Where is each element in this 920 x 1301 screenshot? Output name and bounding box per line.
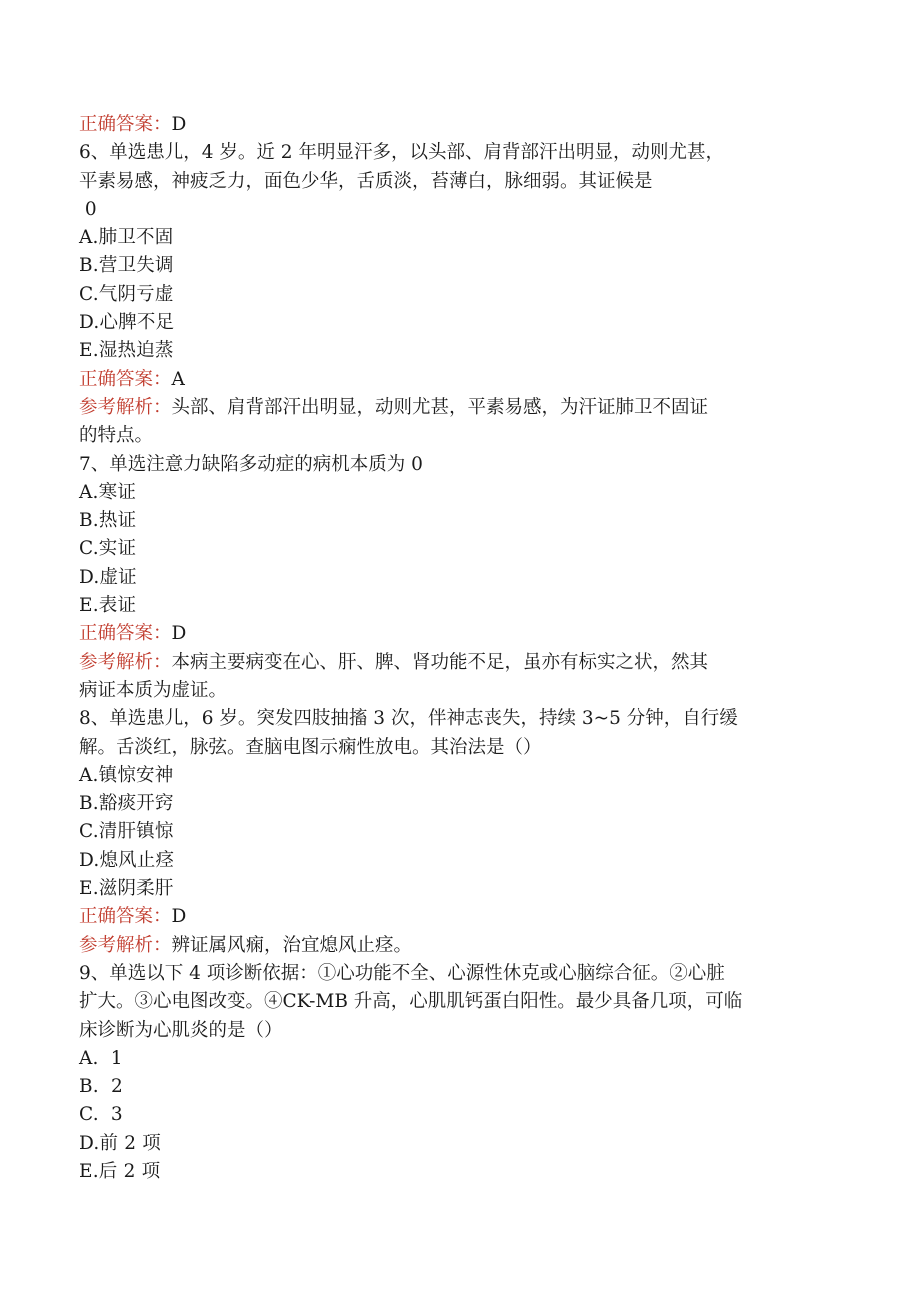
option-e: E.湿热迫蒸 bbox=[79, 340, 174, 362]
question-text-line: 平素易感，神疲乏力，面色少华，舌质淡，苔薄白，脉细弱。其证候是 bbox=[79, 170, 653, 192]
question-text-line: 床诊断为心肌炎的是（） bbox=[79, 1019, 283, 1041]
option-e: E.滋阴柔肝 bbox=[79, 878, 174, 900]
question-8 bbox=[79, 705, 839, 960]
answer-value: D bbox=[171, 906, 187, 928]
question-7 bbox=[79, 451, 839, 706]
analysis-line bbox=[79, 932, 839, 960]
analysis-text: 头部、肩背部汗出明显，动则尤甚，平素易感，为汗证肺卫不固证 bbox=[171, 396, 709, 418]
option-c: C.气阴亏虚 bbox=[79, 283, 174, 305]
analysis-text-line: 病证本质为虚证。 bbox=[79, 679, 228, 701]
analysis-label: 参考解析： bbox=[79, 934, 172, 956]
option-b: B.营卫失调 bbox=[79, 255, 174, 277]
analysis-line bbox=[79, 649, 839, 677]
question-text-line: 6、单选患儿，4 岁。近 2 年明显汗多，以头部、肩背部汗出明显，动则尤甚， bbox=[79, 142, 724, 164]
option-d: D.前 2 项 bbox=[79, 1132, 161, 1154]
option-b: B.热证 bbox=[79, 510, 137, 532]
option-b: B. 2 bbox=[79, 1076, 124, 1098]
answer-label: 正确答案： bbox=[79, 368, 172, 390]
prev-answer-line bbox=[79, 111, 839, 139]
answer-label: 正确答案： bbox=[79, 906, 172, 928]
question-text-line: 解。舌淡红，脉弦。查脑电图示痫性放电。其治法是（） bbox=[79, 736, 542, 758]
question-9 bbox=[79, 960, 839, 1186]
analysis-line bbox=[79, 394, 839, 422]
option-d: D.心脾不足 bbox=[79, 312, 175, 334]
answer-label: 正确答案： bbox=[79, 114, 172, 135]
answer-line bbox=[79, 366, 839, 394]
option-a: A.寒证 bbox=[79, 481, 137, 503]
answer-value: A bbox=[171, 368, 185, 390]
analysis-text: 本病主要病变在心、肝、脾、肾功能不足，虽亦有标实之状，然其 bbox=[171, 651, 709, 673]
option-a: A.镇惊安神 bbox=[79, 764, 174, 786]
question-text-line: 扩大。③心电图改变。④CK-MB 升高，心肌肌钙蛋白阳性。最少具备几项，可临 bbox=[79, 991, 743, 1013]
option-b: B.豁痰开窍 bbox=[79, 793, 174, 815]
question-text-line: 7、单选注意力缺陷多动症的病机本质为 0 bbox=[79, 453, 423, 475]
answer-value: D bbox=[171, 623, 187, 645]
option-d: D.熄风止痉 bbox=[79, 849, 175, 871]
question-text-line: 0 bbox=[79, 198, 97, 220]
answer-line bbox=[79, 903, 839, 931]
option-a: A. 1 bbox=[79, 1047, 123, 1069]
answer-line bbox=[79, 620, 839, 648]
analysis-label: 参考解析： bbox=[79, 396, 172, 418]
question-6 bbox=[79, 139, 839, 450]
question-text-line: 8、单选患儿，6 岁。突发四肢抽搐 3 次，伴神志丧失，持续 3~5 分钟，自行缓 bbox=[79, 708, 738, 730]
question-text-line: 9、单选以下 4 项诊断依据：①心功能不全、心源性休克或心脑综合征。②心脏 bbox=[79, 962, 725, 984]
option-c: C. 3 bbox=[79, 1104, 123, 1126]
option-e: E.后 2 项 bbox=[79, 1160, 161, 1182]
document-page bbox=[79, 111, 839, 1186]
option-d: D.虚证 bbox=[79, 566, 137, 588]
option-c: C.实证 bbox=[79, 538, 137, 560]
option-e: E.表证 bbox=[79, 595, 137, 617]
option-a: A.肺卫不固 bbox=[79, 227, 174, 249]
option-c: C.清肝镇惊 bbox=[79, 821, 174, 843]
answer-label: 正确答案： bbox=[79, 623, 172, 645]
analysis-label: 参考解析： bbox=[79, 651, 172, 673]
answer-value: D bbox=[171, 114, 187, 135]
analysis-text-line: 的特点。 bbox=[79, 425, 154, 447]
analysis-text: 辨证属风痫，治宜熄风止痉。 bbox=[171, 934, 413, 956]
